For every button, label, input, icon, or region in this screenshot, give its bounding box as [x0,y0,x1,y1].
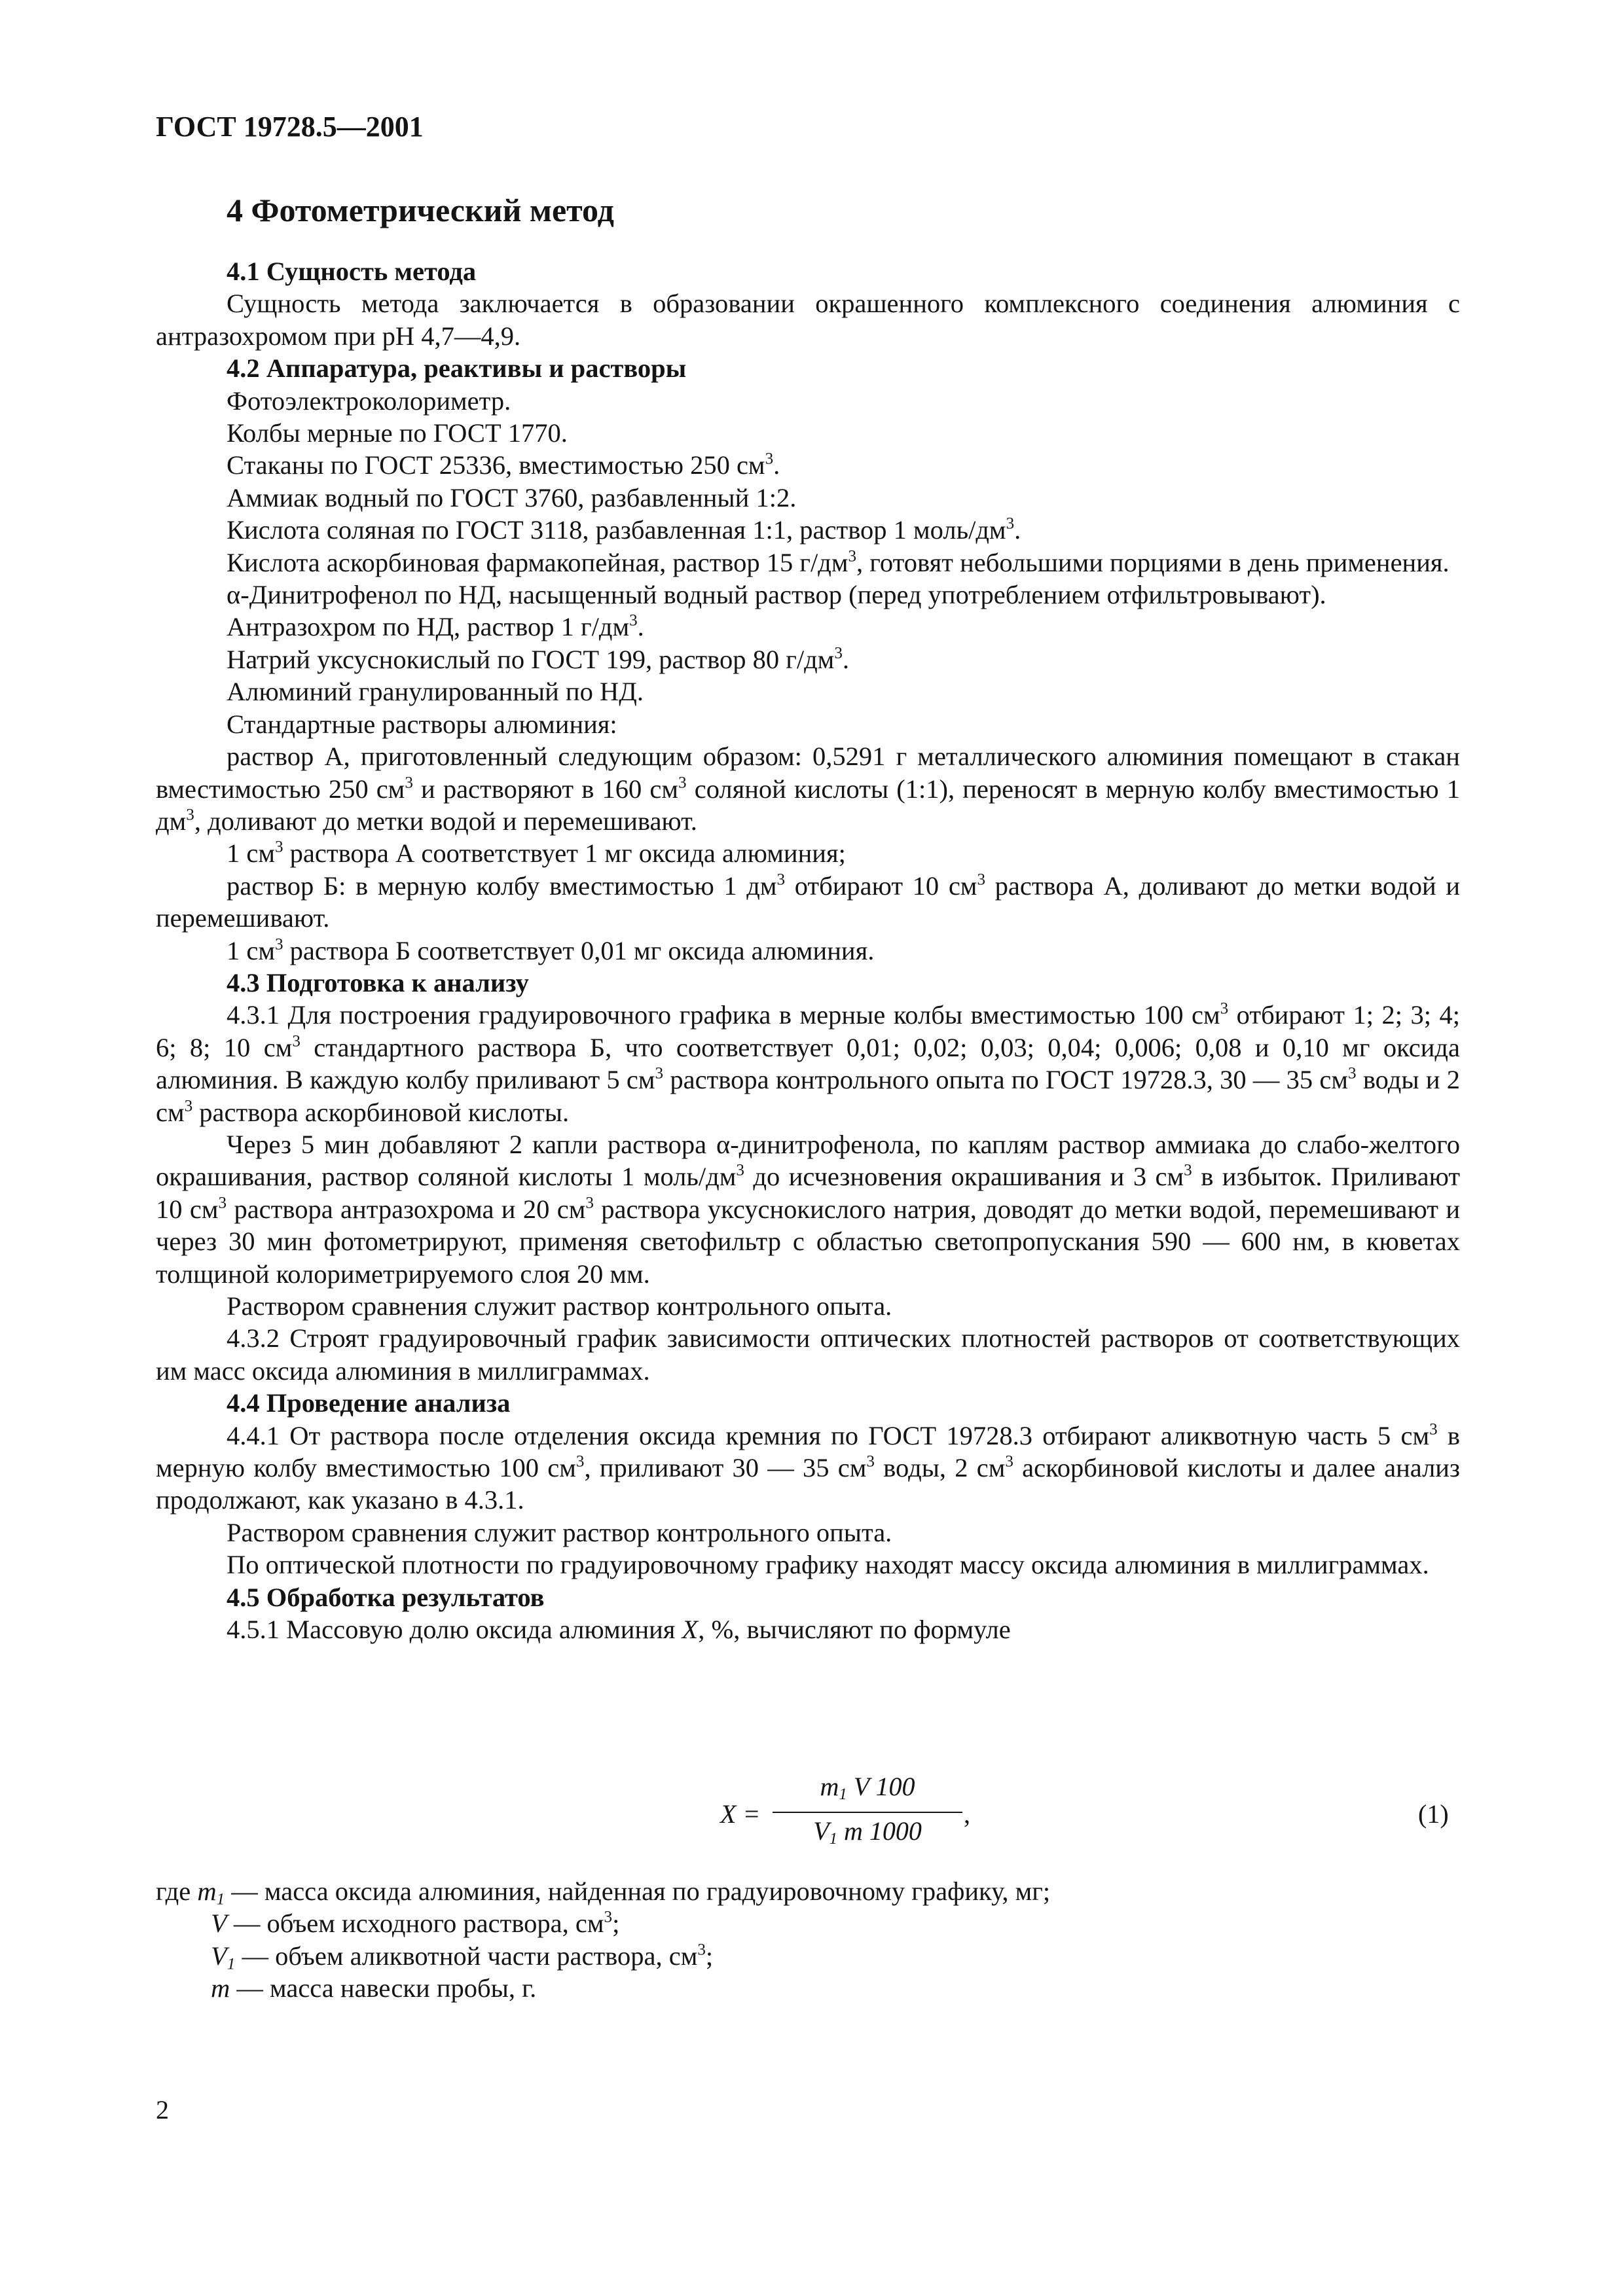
formula-denominator: $V_1$ m 1000 [813,1816,922,1848]
paragraph: 1 $см^3$ раствора А соответствует 1 мг оксида алюминия; [227,838,846,869]
legend-line [156,1875,1050,1907]
legend-description: — объем аликвотной части раствора, $см^3$; [235,1941,714,1971]
section-heading: 4.3 Подготовка к анализу [227,967,529,997]
legend-symbol: $m_1$ [197,1876,225,1909]
paragraph: раствор А, приготовленный следующим образом: 0,5291 г металлического алюминия помещают в стакан вместимостью 250 $см^3$ и растворяют в 160 $см^3$ соляной кислоты (1:1), переносят в мерную колбу вместимостью 1 $дм^3$, доливают до метки водой и перемешивают. [156,742,1461,836]
paragraph: 4.3.1 Для построения градуировочного графика в мерные колбы вместимостью 100 $см^3$ отбирают 1; 2; 3; 4; 6; 8; 10 $см^3$ стандартного раствора Б, что соответствует 0,01; 0,02; 0,03; 0,04; 0,006; 0,08 и 0,10 мг оксида алюминия. В каждую колбу приливают 5 $см^3$ раствора контрольного опыта по ГОСТ 19728.3, 30 — 35 $см^3$ воды и 2 $см^3$ раствора аскорбиновой кислоты. [156,999,1461,1127]
legend-description: — масса навески пробы, г. [230,1973,537,2003]
paragraph: Натрий уксуснокислый по ГОСТ 199, раствор 80 $г/дм^3$. [227,644,850,674]
page-number: 2 [156,2095,169,2125]
formula-legend [156,1875,1050,2005]
formula-fraction [773,1771,962,1846]
paragraph: По оптической плотности по градуировочному графику находят массу оксида алюминия в миллиграммах. [227,1550,1429,1580]
legend-prefix: где [156,1876,198,1906]
paragraph: Кислота аскорбиновая фармакопейная, раствор 15 $г/дм^3$, готовят небольшими порциями в день применения. [227,547,1450,577]
paragraph: Стандартные растворы алюминия: [227,709,617,739]
paragraph: Раствором сравнения служит раствор контрольного опыта. [227,1291,892,1321]
section-heading: 4.2 Аппаратура, реактивы и растворы [227,353,687,384]
paragraph: Кислота соляная по ГОСТ 3118, разбавленная 1:1, раствор 1 моль/$дм^3$. [227,514,1021,545]
legend-line [156,1972,1050,2004]
formula-1 [701,1768,1486,1860]
equation-number: (1) [1418,1799,1449,1829]
paragraph: Фотоэлектроколориметр. [227,386,511,416]
paragraph: 4.3.2 Строят градуировочный график зависимости оптических плотностей растворов от соответствующих им масс оксида алюминия в миллиграммах. [156,1323,1460,1386]
paragraph: Стаканы по ГОСТ 25336, вместимостью 250 $см^3$. [227,450,780,480]
paragraph: α-Динитрофенол по НД, насыщенный водный раствор (перед употреблением отфильтровывают). [227,580,1326,610]
legend-line [156,1907,1050,1939]
document-body [156,255,1460,1645]
paragraph: Через 5 мин добавляют 2 капли раствора α-динитрофенола, по каплям раствор аммиака до слабо-желтого окрашивания, раствор соляной кислоты 1 моль/$дм^3$ до исчезновения окрашивания и 3 $см^3$ в избыток. Приливают 10 $см^3$ раствора антразохрома и 20 $см^3$ раствора уксуснокислого натрия, доводят до метки водой, перемешивают и через 30 мин фотометрируют, применяя светофильтр с областью светопропускания 590 — 600 нм, в кюветах толщиной колориметрируемого слоя 20 мм. [156,1129,1461,1289]
document-code-header: ГОСТ 19728.5—2001 [156,111,424,143]
paragraph: 4.4.1 От раствора после отделения оксида кремния по ГОСТ 19728.3 отбирают аликвотную часть 5 $см^3$ в мерную колбу вместимостью 100 $см^3$, приливают 30 — 35 $см^3$ воды, 2 $см^3$ аскорбиновой кислоты и далее анализ продолжают, как указано в 4.3.1. [156,1420,1460,1515]
formula-lhs: X = [720,1799,761,1829]
legend-symbol: V [211,1909,227,1939]
paragraph: Аммиак водный по ГОСТ 3760, разбавленный 1:2. [227,482,797,512]
legend-description: — объем исходного раствора, $см^3$; [227,1908,620,1939]
fraction-bar [773,1812,962,1813]
formula-comma: , [964,1799,970,1829]
section-heading: 4.4 Проведение анализа [227,1388,511,1418]
legend-symbol: $V_1$ [211,1941,236,1973]
paragraph: раствор Б: в мерную колбу вместимостью 1 $дм^3$ отбирают 10 $см^3$ раствора А, доливают до метки водой и перемешивают. [156,870,1460,933]
paragraph: 4.5.1 Массовую долю оксида алюминия X, %, вычисляют по формуле [227,1615,1011,1645]
legend-line [156,1940,1050,1972]
legend-description: — масса оксида алюминия, найденная по градуировочному графику, мг; [225,1876,1051,1906]
section-heading: 4.1 Сущность метода [227,257,477,286]
paragraph: 1 $см^3$ раствора Б соответствует 0,01 мг оксида алюминия. [227,935,875,965]
section-title: 4 Фотометрический метод [227,192,614,228]
formula-numerator: $m_1$ V 100 [820,1772,915,1804]
section-heading: 4.5 Обработка результатов [227,1582,545,1612]
paragraph: Раствором сравнения служит раствор контрольного опыта. [227,1517,892,1547]
paragraph: Антразохром по НД, раствор 1 $г/дм^3$. [227,611,644,642]
paragraph: Алюминий гранулированный по НД. [227,677,644,707]
paragraph: Сущность метода заключается в образовании окрашенного комплексного соединения алюминия с антразохромом при рН 4,7—4,9. [156,289,1460,351]
legend-symbol: m [211,1973,230,2003]
paragraph: Колбы мерные по ГОСТ 1770. [227,418,568,448]
